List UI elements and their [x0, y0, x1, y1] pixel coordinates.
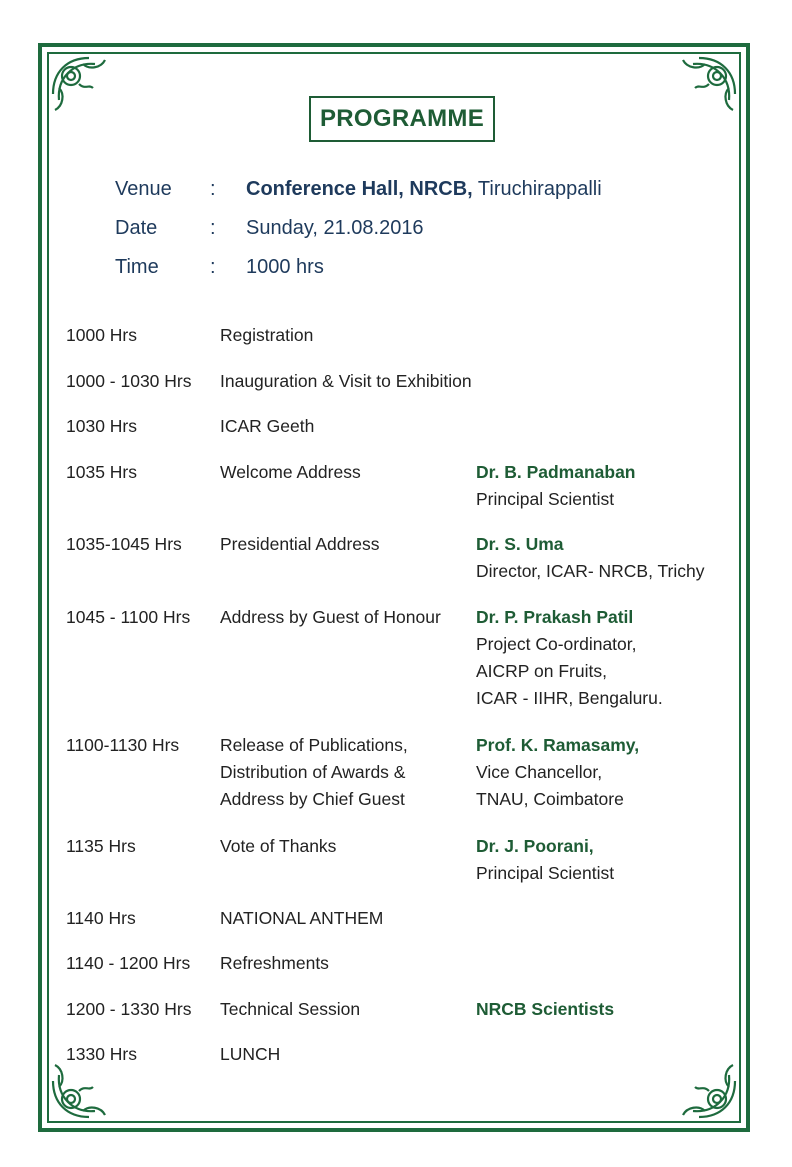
- event-line: Refreshments: [220, 953, 329, 973]
- person-detail: Director, ICAR- NRCB, Trichy: [476, 561, 705, 581]
- person-detail: TNAU, Coimbatore: [476, 789, 624, 809]
- event-line: Inauguration & Visit to Exhibition: [220, 371, 472, 391]
- venue-value-bold: Conference Hall, NRCB,: [246, 178, 473, 200]
- schedule-time: 1200 - 1330 Hrs: [66, 999, 192, 1019]
- event-line: Technical Session: [220, 999, 361, 1019]
- schedule-event: [220, 604, 441, 631]
- venue-value: [246, 178, 602, 201]
- schedule-time: 1035-1045 Hrs: [66, 534, 182, 554]
- schedule-time: 1035 Hrs: [66, 462, 138, 482]
- schedule-event: [220, 732, 408, 813]
- schedule-event: [220, 1041, 280, 1068]
- corner-ornament-icon: [49, 54, 113, 118]
- venue-label: Venue: [115, 178, 172, 200]
- schedule-person: [476, 732, 639, 813]
- event-line: Distribution of Awards &: [220, 762, 406, 782]
- date-label: Date: [115, 217, 158, 239]
- schedule-event: [220, 413, 314, 440]
- schedule-event: [220, 833, 336, 860]
- event-line: Vote of Thanks: [220, 836, 337, 856]
- date-value: Sunday, 21.08.2016: [246, 217, 424, 239]
- person-detail: Project Co-ordinator,: [476, 634, 637, 654]
- schedule-person: [476, 833, 614, 887]
- event-line: Presidential Address: [220, 534, 380, 554]
- event-line: Welcome Address: [220, 462, 361, 482]
- corner-ornament-icon: [675, 1057, 739, 1121]
- person-detail: Principal Scientist: [476, 863, 615, 883]
- schedule-person: [476, 459, 636, 513]
- person-detail: AICRP on Fruits,: [476, 661, 607, 681]
- person-detail: Principal Scientist: [476, 489, 615, 509]
- schedule-time: 1140 Hrs: [66, 908, 136, 928]
- schedule-event: [220, 905, 383, 932]
- schedule-event: [220, 322, 313, 349]
- person-name: Dr. J. Poorani,: [476, 836, 594, 856]
- venue-value-rest: Tiruchirappalli: [472, 178, 602, 200]
- schedule-time: 1330 Hrs: [66, 1044, 138, 1064]
- schedule-event: [220, 368, 472, 395]
- colon: :: [210, 217, 216, 239]
- person-name: Dr. S. Uma: [476, 534, 564, 554]
- schedule-time: 1000 - 1030 Hrs: [66, 371, 192, 391]
- schedule-time: 1045 - 1100 Hrs: [66, 607, 191, 627]
- person-name: NRCB Scientists: [476, 999, 615, 1019]
- person-name: Dr. B. Padmanaban: [476, 462, 636, 482]
- schedule-time: 1140 - 1200 Hrs: [66, 953, 191, 973]
- person-name: Prof. K. Ramasamy,: [476, 735, 640, 755]
- event-line: Registration: [220, 325, 314, 345]
- event-line: ICAR Geeth: [220, 416, 315, 436]
- time-label: Time: [115, 256, 159, 278]
- page-title: PROGRAMME: [309, 96, 495, 142]
- time-value: 1000 hrs: [246, 256, 324, 278]
- schedule-person: [476, 996, 614, 1023]
- person-detail: ICAR - IIHR, Bengaluru.: [476, 688, 663, 708]
- schedule-time: 1100-1130 Hrs: [66, 735, 180, 755]
- event-line: Address by Chief Guest: [220, 789, 405, 809]
- colon: :: [210, 178, 216, 200]
- corner-ornament-icon: [675, 54, 739, 118]
- event-line: NATIONAL ANTHEM: [220, 908, 384, 928]
- schedule-person: [476, 531, 705, 585]
- person-name: Dr. P. Prakash Patil: [476, 607, 634, 627]
- schedule-event: [220, 996, 360, 1023]
- colon: :: [210, 256, 216, 278]
- event-line: Release of Publications,: [220, 735, 408, 755]
- person-detail: Vice Chancellor,: [476, 762, 603, 782]
- schedule-time: 1135 Hrs: [66, 836, 136, 856]
- schedule-event: [220, 531, 380, 558]
- schedule-time: 1000 Hrs: [66, 325, 138, 345]
- schedule-event: [220, 950, 329, 977]
- event-line: LUNCH: [220, 1044, 281, 1064]
- schedule-time: 1030 Hrs: [66, 416, 138, 436]
- schedule-event: [220, 459, 361, 486]
- event-line: Address by Guest of Honour: [220, 607, 441, 627]
- schedule-person: [476, 604, 663, 712]
